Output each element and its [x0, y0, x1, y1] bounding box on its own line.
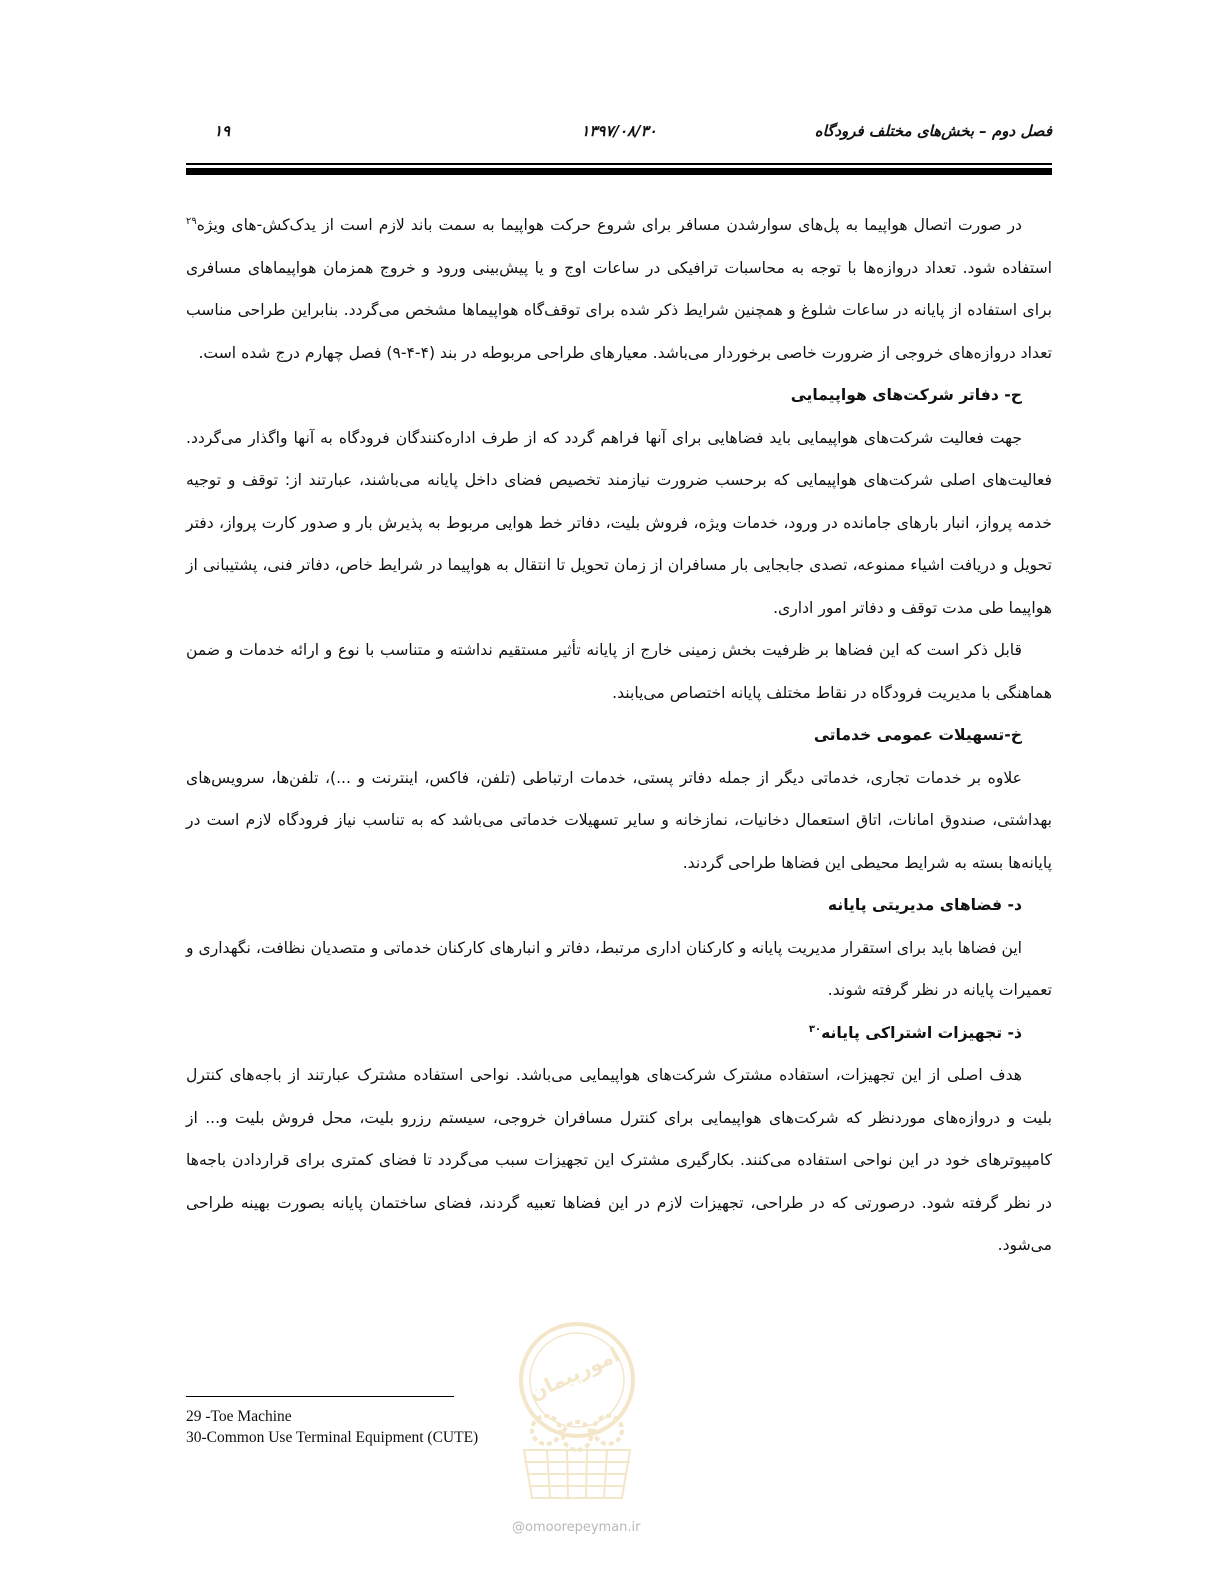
paragraph — [186, 204, 1052, 374]
paragraph: قابل ذکر است که این فضاها بر ظرفیت بخش زمینی خارج از پایانه تأثیر مستقیم نداشته و متناسب با نوع و ارائه خدمات و ضمن هماهنگی با مدیریت فرودگاه در نقاط مختلف پایانه اختصاص می‌یابند. — [186, 641, 1052, 702]
paragraph-text: استفاده شود. تعداد دروازه‌ها با توجه به محاسبات ترافیکی در ساعات اوج و یا پیش‌بینی ورود و خروج همزمان هواپیماهای مسافری برای استفاده از پایانه در ساعات شلوغ و همچنین شرایط ذکر شده برای توقف‌گاه هواپیماها مشخص می‌گردد. بنابراین طراحی مناسب تعداد دروازه‌های خروجی از ضرورت خاصی برخوردار می‌باشد. معیارهای طراحی مربوطه در بند (۴-۴-۹) فصل چهارم درج شده است. — [186, 258, 1052, 362]
watermark-seal-icon — [502, 1318, 652, 1508]
footnote: 30-Common Use Terminal Equipment (CUTE) — [186, 1429, 479, 1446]
section-heading — [186, 1012, 1052, 1055]
section-heading: د- فضاهای مدیریتی پایانه — [827, 896, 1022, 914]
footnote-ref[interactable]: ۳۰ — [808, 1023, 822, 1035]
footnote: 29 -Toe Machine — [186, 1408, 292, 1425]
paragraph: این فضاها باید برای استقرار مدیریت پایانه و کارکنان اداری مرتبط، دفاتر و انبارهای کارکنان خدماتی و متصدیان نظافت، نگهداری و تعمیرات پایانه در نظر گرفته شوند. — [186, 938, 1052, 999]
chapter-title: فصل دوم – بخش‌های مختلف فرودگاه — [814, 122, 1052, 140]
paragraph: علاوه بر خدمات تجاری، خدماتی دیگر از جمله دفاتر پستی، خدمات ارتباطی (تلفن، فاکس، اینترنت و ...)، تلفن‌ها، سرویس‌های بهداشتی، صندوق امانات، اتاق استعمال دخانیات، نمازخانه و سایر تسهیلات خدماتی می‌باشد که به تناسب نیاز فرودگاه لازم است در پایانه‌ها بسته به شرایط محیطی این فضاها طراحی گردند. — [186, 768, 1052, 872]
page-number: ۱۹ — [214, 122, 231, 140]
page-header — [186, 118, 1052, 148]
header-rule-thick — [186, 168, 1052, 175]
footnote-separator — [186, 1396, 454, 1397]
footnotes — [186, 1406, 478, 1448]
footnote-ref[interactable]: ۲۹ — [186, 215, 197, 227]
paragraph: جهت فعالیت شرکت‌های هواپیمایی باید فضاهایی برای آنها فراهم گردد که از طرف اداره‌کنندگان فرودگاه به آنها واگذار می‌گردد. فعالیت‌های اصلی شرکت‌های هواپیمایی که برحسب ضرورت نیازمند تخصیص فضای داخل پایانه می‌باشند، عبارتند از: توقف و توجیه خدمه پرواز، انبار بارهای جامانده در ورود، خدمات ویژه، فروش بلیت، دفاتر خط هوایی مربوط به پذیرش بار و صدور کارت پرواز، دفتر تحویل و دریافت اشیاء ممنوعه، تصدی جابجایی بار مسافران از زمان تحویل تا انتقال به هواپیما در شرایط خاص، دفاتر فنی، پشتیبانی از هواپیما طی مدت توقف و دفاتر امور اداری. — [186, 428, 1052, 617]
section-heading: خ-تسهیلات عمومی خدماتی — [813, 726, 1022, 744]
heading-text: ذ- تجهیزات اشتراکی پایانه — [821, 1023, 1022, 1042]
header-rule-thin — [186, 163, 1052, 165]
paragraph-text: در صورت اتصال هواپیما به پل‌های سوارشدن مسافر برای شروع حرکت هواپیما به سمت باند لازم است از یدک‌کش-های ویژه — [196, 216, 1022, 234]
watermark-logo — [502, 1318, 652, 1508]
watermark-url: @omoorepeyman.ir — [512, 1520, 641, 1535]
header-date: ۱۳۹۷/۰۸/۳۰ — [581, 122, 657, 140]
watermark-logo-text: امورپیمان — [525, 1342, 624, 1406]
page-body — [186, 204, 1052, 1267]
section-heading: ح- دفاتر شرکت‌های هواپیمایی — [790, 386, 1022, 404]
paragraph: هدف اصلی از این تجهیزات، استفاده مشترک شرکت‌های هواپیمایی می‌باشد. نواحی استفاده مشترک عبارتند از باجه‌های کنترل بلیت و دروازه‌های موردنظر که شرکت‌های هواپیمایی برای کنترل مسافران خروجی، سیستم رزرو بلیت، محل فروش بلیت و... از کامپیوترهای خود در این نواحی استفاده می‌کنند. بکارگیری مشترک این تجهیزات سبب می‌گردد تا فضای کمتری برای قراردادن باجه‌ها در نظر گرفته شود. درصورتی که در طراحی، تجهیزات لازم در این فضاها تعبیه گردند، فضای ساختمان پایانه بصورت بهینه طراحی می‌شود. — [186, 1066, 1052, 1254]
